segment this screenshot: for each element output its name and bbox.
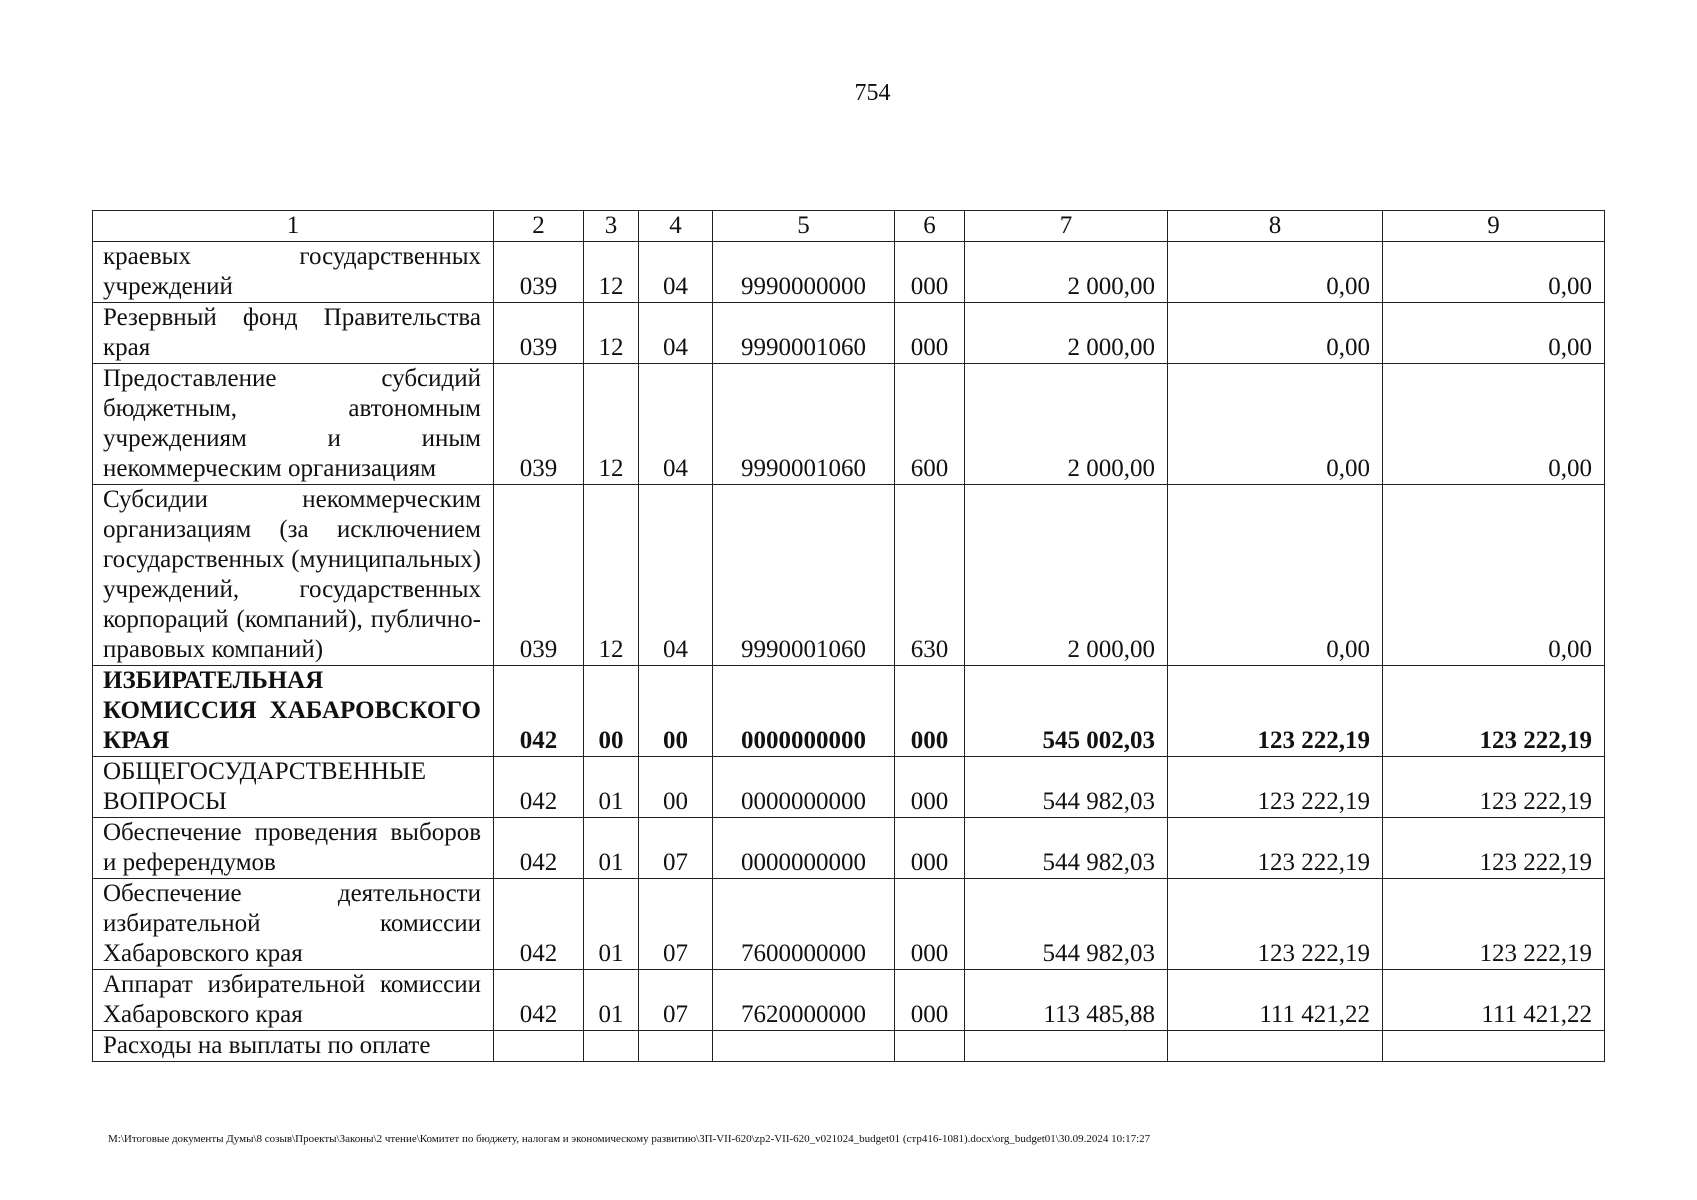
row-name-cell: краевых государственных учреждений [93, 242, 494, 303]
column-header: 3 [584, 211, 639, 242]
row-cell-c6: 630 [895, 485, 965, 666]
footer-file-path: M:\Итоговые документы Думы\8 созыв\Проекты\Законы\2 чтение\Комитет по бюджету, налогам и экономическому развитию\ЗП-VII-620\zp2-VII-620_v021024_budget01 (стр416-1081).docx\org_budget01\30.09.2024 10:17:27 [108, 1133, 1151, 1145]
row-name-cell: Аппарат избирательной комиссии Хабаровского края [93, 970, 494, 1031]
row-cell-c3: 12 [584, 485, 639, 666]
table-row [93, 485, 1605, 666]
row-cell-c5: 9990000000 [713, 242, 895, 303]
row-cell-c5: 0000000000 [713, 757, 895, 818]
column-header: 4 [639, 211, 713, 242]
row-cell-c8: 123 222,19 [1168, 879, 1383, 970]
row-cell-c4: 07 [639, 818, 713, 879]
row-cell-c6: 000 [895, 242, 965, 303]
row-cell-c7 [965, 1031, 1168, 1062]
table-row [93, 303, 1605, 364]
row-cell-c3: 01 [584, 970, 639, 1031]
row-cell-c9 [1383, 1031, 1605, 1062]
row-cell-c2: 039 [494, 364, 584, 485]
row-cell-c7: 2 000,00 [965, 364, 1168, 485]
row-name-cell: Субсидии некоммерческим организациям (за исключением государственных (муниципальных) учреждений, государственных корпораций (компаний), публично-правовых компаний) [93, 485, 494, 666]
row-cell-c9: 111 421,22 [1383, 970, 1605, 1031]
row-name-cell: Расходы на выплаты по оплате [93, 1031, 494, 1062]
row-cell-c2: 042 [494, 970, 584, 1031]
column-header: 7 [965, 211, 1168, 242]
row-cell-c5: 0000000000 [713, 818, 895, 879]
row-cell-c4: 04 [639, 485, 713, 666]
row-cell-c3: 12 [584, 364, 639, 485]
column-header: 8 [1168, 211, 1383, 242]
row-cell-c7: 544 982,03 [965, 879, 1168, 970]
row-cell-c8: 123 222,19 [1168, 818, 1383, 879]
row-name-cell: ОБЩЕГОСУДАРСТВЕННЫЕ ВОПРОСЫ [93, 757, 494, 818]
row-cell-c2: 042 [494, 818, 584, 879]
budget-table [92, 210, 1605, 1062]
row-cell-c9: 123 222,19 [1383, 818, 1605, 879]
row-cell-c3: 01 [584, 757, 639, 818]
row-cell-c3: 01 [584, 879, 639, 970]
row-cell-c8: 0,00 [1168, 242, 1383, 303]
row-cell-c8 [1168, 1031, 1383, 1062]
row-cell-c5: 7620000000 [713, 970, 895, 1031]
row-cell-c2 [494, 1031, 584, 1062]
row-cell-c5 [713, 1031, 895, 1062]
row-cell-c4 [639, 1031, 713, 1062]
row-cell-c7: 2 000,00 [965, 485, 1168, 666]
table-row [93, 666, 1605, 757]
column-header: 6 [895, 211, 965, 242]
row-name-cell: Обеспечение деятельности избирательной комиссии Хабаровского края [93, 879, 494, 970]
column-number-header-row [93, 211, 1605, 242]
row-cell-c6: 000 [895, 879, 965, 970]
row-cell-c7: 545 002,03 [965, 666, 1168, 757]
row-cell-c4: 04 [639, 242, 713, 303]
table-row [93, 818, 1605, 879]
row-cell-c3: 12 [584, 303, 639, 364]
row-cell-c4: 07 [639, 879, 713, 970]
row-cell-c4: 07 [639, 970, 713, 1031]
row-cell-c4: 04 [639, 303, 713, 364]
row-cell-c5: 0000000000 [713, 666, 895, 757]
row-cell-c8: 0,00 [1168, 364, 1383, 485]
row-cell-c9: 123 222,19 [1383, 879, 1605, 970]
column-header: 9 [1383, 211, 1605, 242]
row-cell-c9: 0,00 [1383, 364, 1605, 485]
row-cell-c9: 123 222,19 [1383, 666, 1605, 757]
row-cell-c3: 01 [584, 818, 639, 879]
row-cell-c6: 000 [895, 666, 965, 757]
row-cell-c8: 0,00 [1168, 303, 1383, 364]
row-cell-c5: 7600000000 [713, 879, 895, 970]
row-cell-c2: 039 [494, 303, 584, 364]
row-cell-c3 [584, 1031, 639, 1062]
row-cell-c6: 000 [895, 303, 965, 364]
table-row [93, 970, 1605, 1031]
row-cell-c2: 042 [494, 666, 584, 757]
row-cell-c2: 039 [494, 485, 584, 666]
row-cell-c9: 0,00 [1383, 485, 1605, 666]
row-name-cell: Резервный фонд Правительства края [93, 303, 494, 364]
row-name-cell: Обеспечение проведения выборов и референдумов [93, 818, 494, 879]
row-name-cell: ИЗБИРАТЕЛЬНАЯ КОМИССИЯ ХАБАРОВСКОГО КРАЯ [93, 666, 494, 757]
table-row [93, 364, 1605, 485]
row-cell-c6: 000 [895, 970, 965, 1031]
table-row [93, 242, 1605, 303]
row-cell-c9: 0,00 [1383, 303, 1605, 364]
row-cell-c4: 00 [639, 757, 713, 818]
row-cell-c8: 123 222,19 [1168, 757, 1383, 818]
row-cell-c9: 0,00 [1383, 242, 1605, 303]
row-name-cell: Предоставление субсидий бюджетным, автономным учреждениям и иным некоммерческим организациям [93, 364, 494, 485]
row-cell-c4: 04 [639, 364, 713, 485]
table-row [93, 1031, 1605, 1062]
row-cell-c8: 123 222,19 [1168, 666, 1383, 757]
row-cell-c3: 00 [584, 666, 639, 757]
row-cell-c6: 600 [895, 364, 965, 485]
row-cell-c7: 113 485,88 [965, 970, 1168, 1031]
table-row [93, 879, 1605, 970]
row-cell-c7: 2 000,00 [965, 242, 1168, 303]
row-cell-c5: 9990001060 [713, 364, 895, 485]
row-cell-c7: 2 000,00 [965, 303, 1168, 364]
page-number: 754 [854, 80, 891, 106]
row-cell-c7: 544 982,03 [965, 757, 1168, 818]
row-cell-c9: 123 222,19 [1383, 757, 1605, 818]
column-header: 1 [93, 211, 494, 242]
row-cell-c8: 0,00 [1168, 485, 1383, 666]
table-row [93, 757, 1605, 818]
row-cell-c4: 00 [639, 666, 713, 757]
row-cell-c3: 12 [584, 242, 639, 303]
column-header: 2 [494, 211, 584, 242]
row-cell-c2: 042 [494, 879, 584, 970]
row-cell-c5: 9990001060 [713, 485, 895, 666]
row-cell-c6 [895, 1031, 965, 1062]
row-cell-c7: 544 982,03 [965, 818, 1168, 879]
row-cell-c2: 042 [494, 757, 584, 818]
row-cell-c2: 039 [494, 242, 584, 303]
column-header: 5 [713, 211, 895, 242]
row-cell-c8: 111 421,22 [1168, 970, 1383, 1031]
row-cell-c6: 000 [895, 818, 965, 879]
row-cell-c5: 9990001060 [713, 303, 895, 364]
row-cell-c6: 000 [895, 757, 965, 818]
